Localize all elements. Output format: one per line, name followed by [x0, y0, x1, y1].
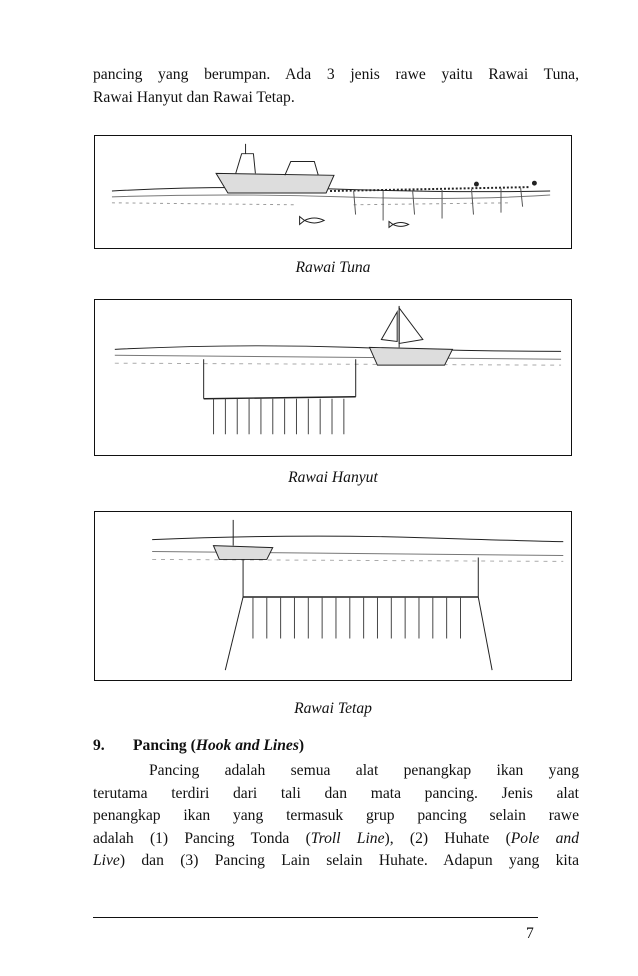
section-line-2: terutama terdiri dari tali dan mata pancing. Jenis alat: [93, 784, 579, 802]
rawai-tetap-illustration: [95, 512, 571, 680]
line5-part-a: Live: [93, 852, 120, 869]
line4-part-c: ), (2) Huhate (: [384, 829, 511, 847]
figure-rawai-tuna: [94, 135, 572, 249]
caption-rawai-tuna: Rawai Tuna: [295, 259, 371, 276]
figure-rawai-hanyut: [94, 299, 572, 456]
rawai-hanyut-illustration: [95, 300, 571, 455]
intro-paragraph: [93, 64, 579, 109]
page-number: 7: [526, 925, 534, 942]
section-line-4: [93, 828, 579, 851]
intro-line-2: Rawai Hanyut dan Rawai Tetap.: [93, 88, 295, 106]
rawai-tuna-illustration: [95, 136, 571, 248]
line4-part-b: Troll Line: [310, 829, 385, 847]
figure-rawai-tetap: [94, 511, 572, 681]
section-line-5: [93, 850, 579, 873]
intro-line-1: pancing yang berumpan. Ada 3 jenis rawe yaitu Rawai Tuna,: [93, 66, 579, 83]
section-heading: [93, 737, 304, 755]
section-line-3: penangkap ikan yang termasuk grup pancing selain rawe: [93, 807, 579, 824]
section-line-1: Pancing adalah semua alat penangkap ikan yang: [149, 762, 579, 779]
section-title-close: ): [298, 737, 305, 754]
caption-rawai-tetap: Rawai Tetap: [294, 700, 372, 717]
section-title-plain: Pancing (: [133, 737, 196, 754]
line4-part-d: Pole and: [510, 829, 579, 847]
section-number: 9.: [93, 737, 105, 754]
section-title-italic: Hook and Lines: [195, 737, 299, 754]
line4-part-a: adalah (1) Pancing Tonda (: [93, 829, 311, 847]
section-paragraph: [93, 760, 579, 873]
footer-rule: [93, 917, 538, 918]
line5-part-b: ) dan (3) Pancing Lain selain Huhate. Adapun yang kita: [119, 852, 579, 869]
caption-rawai-hanyut: Rawai Hanyut: [288, 469, 378, 486]
